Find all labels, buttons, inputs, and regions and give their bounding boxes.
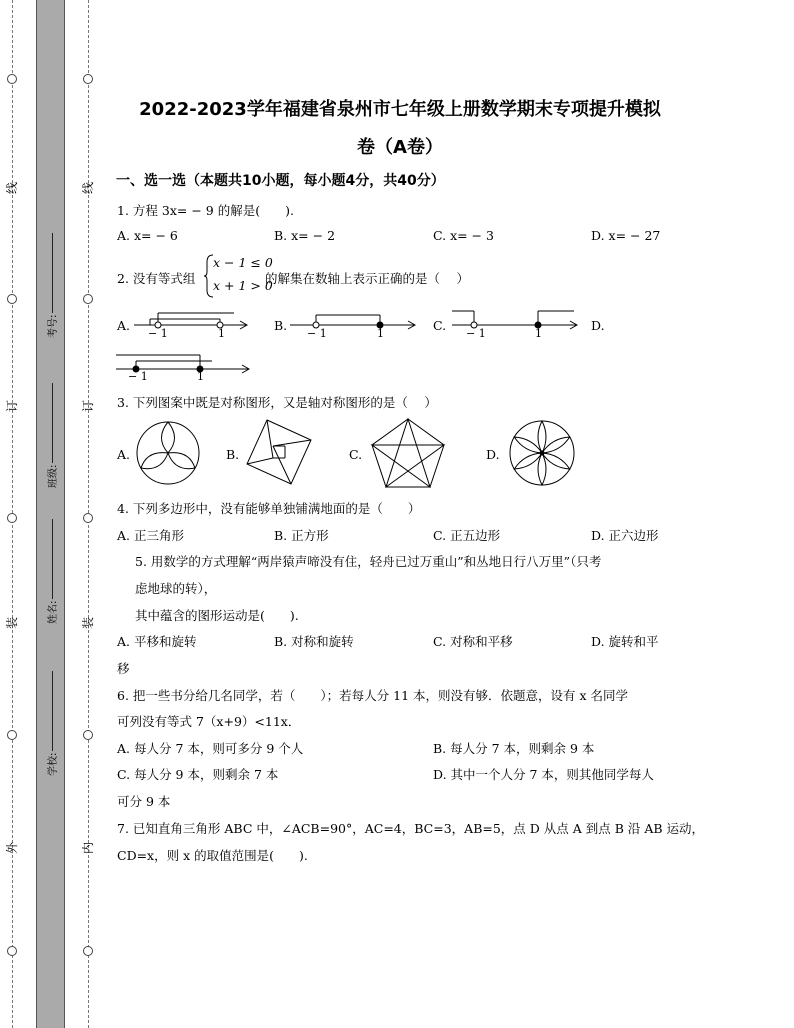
binding-hole: [83, 513, 93, 523]
binding-hole: [7, 946, 17, 956]
exam-number-field[interactable]: 考号:: [44, 233, 59, 338]
tick-label: − 1: [128, 370, 148, 383]
tick-label: 1: [535, 327, 542, 340]
q4-option-a[interactable]: A. 正三角形: [117, 528, 184, 543]
binding-strip: [36, 0, 65, 1028]
q2-option-b[interactable]: B.: [274, 318, 288, 333]
margin-char: 装: [5, 617, 19, 630]
tick-label: − 1: [466, 327, 486, 340]
q6-option-c[interactable]: C. 每人分 9 本，则剩余 7 本: [117, 767, 279, 782]
q3-option-a[interactable]: A.: [117, 447, 131, 462]
class-field[interactable]: 班级:: [44, 383, 59, 488]
q5-option-d-wrap: 移: [117, 661, 130, 676]
margin-char: 线: [81, 182, 95, 195]
six-petal-figure[interactable]: [508, 419, 576, 487]
q1-option-d[interactable]: D. x= − 27: [591, 228, 661, 243]
margin-char: 线: [5, 182, 19, 195]
binding-hole: [7, 730, 17, 740]
q4-option-c[interactable]: C. 正五边形: [433, 528, 501, 543]
three-petal-figure[interactable]: [135, 420, 201, 486]
q1-option-a[interactable]: A. x= − 6: [117, 228, 178, 243]
q5-option-d[interactable]: D. 旋转和平: [591, 634, 659, 649]
question-5-stem-cont: 其中蕴含的图形运动是( ).: [135, 608, 299, 623]
margin-char: 订: [81, 400, 95, 413]
page-title-line2: 卷（A卷）: [357, 137, 443, 158]
q3-option-d[interactable]: D.: [486, 447, 500, 462]
tick-label: 1: [197, 370, 204, 383]
q2-option-c[interactable]: C.: [433, 318, 447, 333]
binding-hole: [83, 294, 93, 304]
q2-option-a[interactable]: A.: [117, 318, 131, 333]
binding-hole: [7, 74, 17, 84]
q6-option-d[interactable]: D. 其中一个人分 7 本，则其他同学每人: [433, 767, 654, 782]
question-5-stem: 5. 用数学的方式理解“两岸猿声啼没有住，轻舟已过万重山”和丛地日行八万里”（只考: [135, 554, 602, 569]
question-1-stem: 1. 方程 3x= − 9 的解是( ).: [117, 203, 294, 218]
tick-label: 1: [218, 327, 225, 340]
tick-label: − 1: [307, 327, 327, 340]
question-6-stem-cont: 可列没有等式 7（x+9）<11x．: [117, 714, 301, 729]
rotated-square-figure[interactable]: [245, 418, 313, 486]
q1-option-b[interactable]: B. x= − 2: [274, 228, 336, 243]
q2-option-d[interactable]: D.: [591, 318, 605, 333]
binding-hole: [83, 74, 93, 84]
question-3-stem: 3. 下列图案中既是对称图形，又是轴对称图形的是（ ）: [117, 395, 437, 410]
question-2-stem: 2. 没有等式组: [117, 271, 196, 286]
question-7-stem: 7. 已知直角三角形 ABC 中，∠ACB=90°，AC=4，BC=3，AB=5，点 D 从点 A 到点 B 沿 AB 运动，: [117, 821, 705, 836]
question-6-stem: 6. 把一些书分给几名同学，若（ ）；若每人分 11 本，则没有够．依题意，设有 x 名同学: [117, 688, 629, 703]
q5-option-c[interactable]: C. 对称和平移: [433, 634, 513, 649]
margin-char: 内: [81, 842, 95, 855]
q6-option-a[interactable]: A. 每人分 7 本，则可多分 9 个人: [117, 741, 304, 756]
section-heading: 一、选一选（本题共10小题，每小题4分，共40分）: [116, 173, 445, 189]
q1-option-c[interactable]: C. x= − 3: [433, 228, 494, 243]
margin-char: 外: [5, 842, 19, 855]
inequality-2: x + 1 > 0: [213, 278, 273, 293]
q5-option-b[interactable]: B. 对称和旋转: [274, 634, 354, 649]
q4-option-b[interactable]: B. 正方形: [274, 528, 329, 543]
q6-option-b[interactable]: B. 每人分 7 本，则剩余 9 本: [433, 741, 595, 756]
binding-hole: [83, 946, 93, 956]
margin-char: 订: [5, 400, 19, 413]
inequality-1: x − 1 ≤ 0: [213, 255, 273, 270]
question-4-stem: 4. 下列多边形中，没有能够单独铺满地面的是（ ）: [117, 501, 421, 516]
pentagram-figure[interactable]: [370, 417, 446, 489]
q6-option-d-wrap: 可分 9 本: [117, 794, 171, 809]
question-5-stem-cont: 虑地球的转），: [135, 581, 217, 596]
tick-label: − 1: [148, 327, 168, 340]
question-7-stem-cont: CD=x，则 x 的取值范围是( ).: [117, 848, 308, 863]
question-2-tail: 的解集在数轴上表示正确的是（ ）: [265, 271, 469, 286]
school-field[interactable]: 学校:: [44, 671, 59, 776]
binding-hole: [7, 294, 17, 304]
q4-option-d[interactable]: D. 正六边形: [591, 528, 659, 543]
q5-option-a[interactable]: A. 平移和旋转: [117, 634, 197, 649]
page-title: 2022-2023学年福建省泉州市七年级上册数学期末专项提升模拟: [139, 99, 661, 120]
q3-option-c[interactable]: C.: [349, 447, 363, 462]
binding-hole: [7, 513, 17, 523]
q3-option-b[interactable]: B.: [226, 447, 240, 462]
name-field[interactable]: 姓名:: [44, 519, 59, 624]
margin-char: 装: [81, 617, 95, 630]
binding-hole: [83, 730, 93, 740]
tick-label: 1: [377, 327, 384, 340]
